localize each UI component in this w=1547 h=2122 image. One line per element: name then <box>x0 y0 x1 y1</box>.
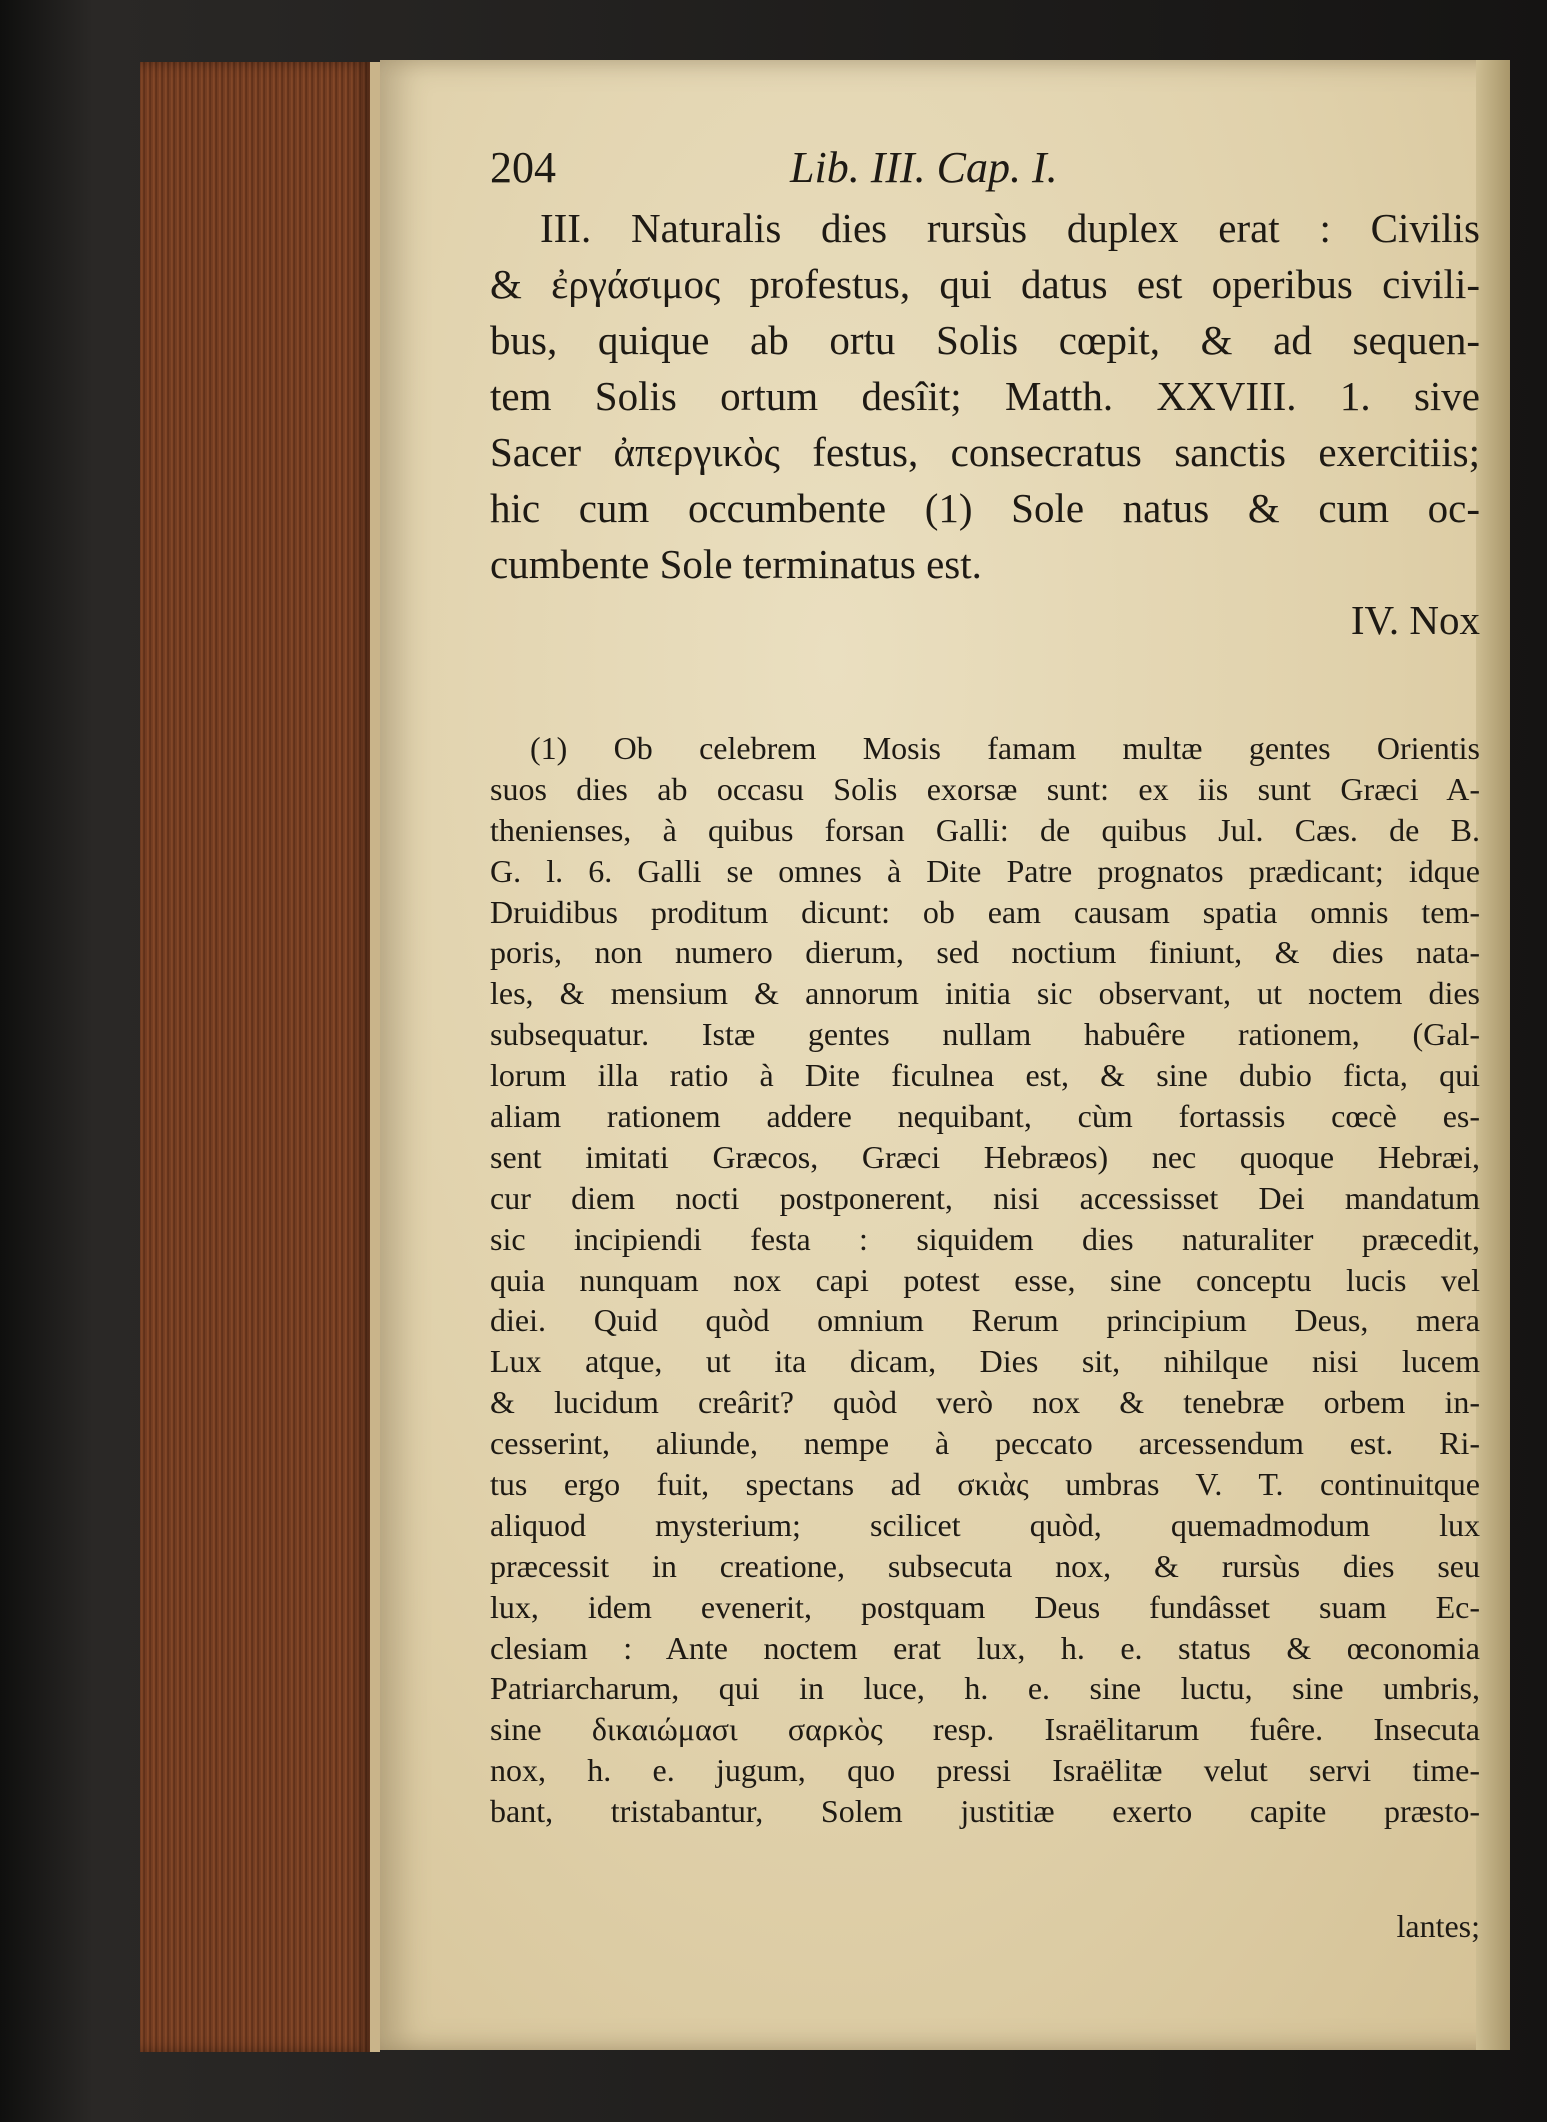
text-line: Sacer ἀπεργικὸς festus, consecratus sanctis exercitiis; <box>490 429 1480 475</box>
text-line: III. Naturalis dies rursùs duplex erat : Civilis <box>540 205 1480 251</box>
footnote-line: Druidibus proditum dicunt: ob eam causam spatia omnis tem- <box>490 893 1480 930</box>
text-line: hic cum occumbente (1) Sole natus & cum oc- <box>490 485 1480 531</box>
book-page <box>380 60 1510 2050</box>
text-line: tem Solis ortum desîit; Matth. XXVIII. 1. sive <box>490 373 1480 419</box>
footnote-line: præcessit in creatione, subsecuta nox, & rursùs dies seu <box>490 1547 1480 1584</box>
book-page-edges <box>140 62 380 2052</box>
footnote-line: cur diem nocti postponerent, nisi accessisset Dei mandatum <box>490 1179 1480 1216</box>
page-header <box>490 142 1490 202</box>
page-number: 204 <box>490 143 556 192</box>
footnote-line: tus ergo fuit, spectans ad σκιὰς umbras V. T. continuitque <box>490 1466 1480 1503</box>
footnote-line: nox, h. e. jugum, quo pressi Israëlitæ velut servi time- <box>490 1752 1480 1789</box>
footnote-line: sic incipiendi festa : siquidem dies naturaliter præcedit, <box>490 1220 1480 1257</box>
footnote-line: lux, idem evenerit, postquam Deus fundâsset suam Ec- <box>490 1588 1480 1625</box>
footnote-line: aliam rationem addere nequibant, cùm fortassis cœcè es- <box>490 1098 1480 1135</box>
footnote-catchword: lantes; <box>1396 1908 1480 1944</box>
footnote-line: suos dies ab occasu Solis exorsæ sunt: ex iis sunt Græci A- <box>490 770 1480 807</box>
footnote-line: Lux atque, ut ita dicam, Dies sit, nihilque nisi lucem <box>490 1343 1480 1380</box>
footnote-line: Patriarcharum, qui in luce, h. e. sine luctu, sine umbris, <box>490 1670 1480 1707</box>
footnote <box>490 728 1480 1832</box>
footnote-line: diei. Quid quòd omnium Rerum principium Deus, mera <box>490 1302 1480 1339</box>
footnote-line: thenienses, à quibus forsan Galli: de quibus Jul. Cæs. de B. <box>490 811 1480 848</box>
footnote-line: sent imitati Græcos, Græci Hebræos) nec quoque Hebræi, <box>490 1138 1480 1175</box>
footnote-line: clesiam : Ante noctem erat lux, h. e. status & œconomia <box>490 1629 1480 1666</box>
footnote-line: aliquod mysterium; scilicet quòd, quemadmodum lux <box>490 1506 1480 1543</box>
footnote-line: & lucidum creârit? quòd verò nox & tenebræ orbem in- <box>490 1384 1480 1421</box>
text-line: cumbente Sole terminatus est. <box>490 541 982 587</box>
facing-page-strip <box>1476 60 1510 2050</box>
footnote-line: poris, non numero dierum, sed noctium finiunt, & dies nata- <box>490 934 1480 971</box>
footnote-line: cesserint, aliunde, nempe à peccato arcessendum est. Ri- <box>490 1425 1480 1462</box>
text-line: & ἐργάσιμος profestus, qui datus est operibus civili- <box>490 261 1480 307</box>
footnote-line: lorum illa ratio à Dite ficulnea est, & sine dubio ficta, qui <box>490 1057 1480 1094</box>
main-text <box>490 200 1480 648</box>
footnote-line: les, & mensium & annorum initia sic observant, ut noctem dies <box>490 975 1480 1012</box>
text-line: bus, quique ab ortu Solis cœpit, & ad sequen- <box>490 317 1480 363</box>
footnote-line: (1) Ob celebrem Mosis famam multæ gentes Orientis <box>530 730 1480 766</box>
footnote-line: subsequatur. Istæ gentes nullam habuêre rationem, (Gal- <box>490 1016 1480 1053</box>
main-catchword: IV. Nox <box>1350 597 1480 643</box>
footnote-line: sine δικαιώμασι σαρκὸς resp. Israëlitarum fuêre. Insecuta <box>490 1711 1480 1748</box>
running-head: Lib. III. Cap. I. <box>790 143 1058 192</box>
footnote-line: bant, tristabantur, Solem justitiæ exerto capite præsto- <box>490 1793 1480 1830</box>
footnote-line: quia nunquam nox capi potest esse, sine conceptu lucis vel <box>490 1261 1480 1298</box>
footnote-line: G. l. 6. Galli se omnes à Dite Patre prognatos prædicant; idque <box>490 852 1480 889</box>
